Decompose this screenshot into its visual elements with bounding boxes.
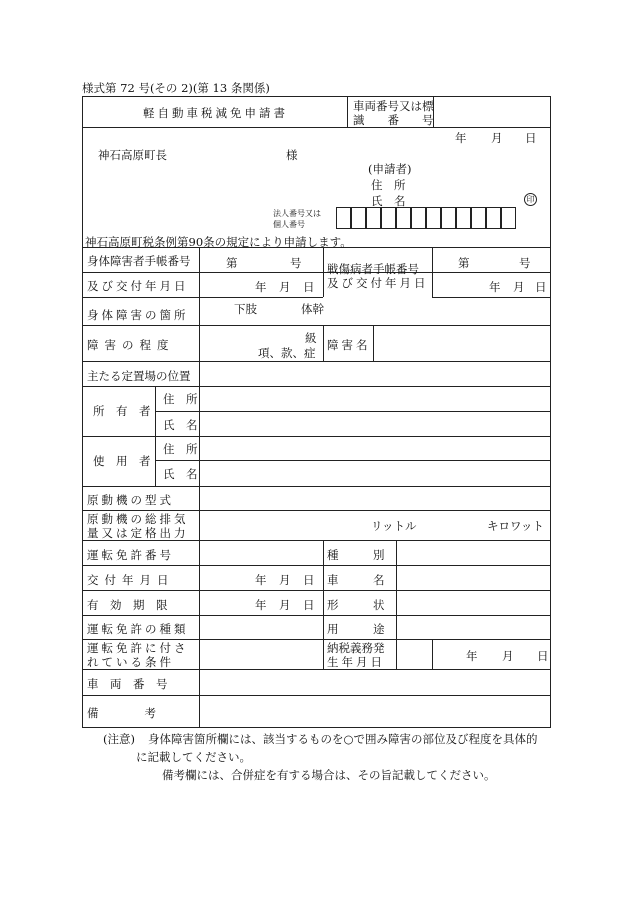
corp-number-digit-box[interactable] xyxy=(396,207,411,229)
corp-number-digit-box[interactable] xyxy=(366,207,381,229)
date-month: 月 xyxy=(491,131,503,145)
seal-icon: 印 xyxy=(524,193,537,206)
tax-month: 月 xyxy=(502,649,514,663)
war-cert-day: 日 xyxy=(535,280,547,294)
war-cert-label-1: 戦傷病者手帳番号 xyxy=(327,262,419,276)
disability-cert-day: 日 xyxy=(303,280,315,294)
corp-number-digit-box[interactable] xyxy=(471,207,486,229)
validity-label: 有 効 期 限 xyxy=(87,598,168,612)
vehicle-number-label-1: 車両番号又は標 xyxy=(353,99,434,113)
addressee: 神石高原町長 xyxy=(98,148,167,162)
war-cert-year: 年 xyxy=(489,280,501,294)
vehicle-number-field[interactable] xyxy=(435,98,549,126)
disability-cert-label-1: 身体障害者手帳番号 xyxy=(87,254,191,268)
applicant-address-label: 住 所 xyxy=(371,178,406,192)
corp-number-digit-box[interactable] xyxy=(426,207,441,229)
user-name-label: 氏 名 xyxy=(163,467,198,481)
owner-label: 所 有 者 xyxy=(93,404,151,418)
disability-name-label: 障害名 xyxy=(327,338,371,352)
notes-line-2: に記載してください。 xyxy=(136,750,251,764)
issue-month: 月 xyxy=(279,573,291,587)
tax-date-label-1: 納税義務発 xyxy=(327,641,385,655)
license-cond-label-2: れている条件 xyxy=(87,655,174,669)
war-cert-go: 号 xyxy=(519,256,531,270)
license-cond-label-1: 運転免許に付さ xyxy=(87,641,189,655)
degree-label: 障害の程度 xyxy=(87,338,175,352)
lower-limb-option[interactable]: 下肢 xyxy=(234,302,257,316)
kind-label: 種 別 xyxy=(327,548,385,562)
form-title: 軽自動車税減免申請書 xyxy=(143,106,288,120)
displacement-label-1: 原動機の総排気 xyxy=(87,512,189,526)
validity-day: 日 xyxy=(303,598,315,612)
remarks-label: 備 考 xyxy=(87,706,156,720)
disability-cert-month: 月 xyxy=(279,280,291,294)
remarks-field[interactable] xyxy=(201,697,549,725)
date-day: 日 xyxy=(525,131,537,145)
tax-year: 年 xyxy=(466,649,478,663)
disability-cert-dai: 第 xyxy=(226,256,238,270)
corp-number-digit-box[interactable] xyxy=(501,207,516,229)
corp-number-digit-box[interactable] xyxy=(441,207,456,229)
storage-location-label: 主たる定置場の位置 xyxy=(87,369,191,383)
disability-cert-go: 号 xyxy=(290,256,302,270)
honorific: 様 xyxy=(286,148,298,162)
tax-day: 日 xyxy=(537,649,549,663)
corp-number-digit-box[interactable] xyxy=(411,207,426,229)
war-cert-dai: 第 xyxy=(458,256,470,270)
corp-number-label-1: 法人番号又は xyxy=(273,209,321,218)
trunk-option[interactable]: 体幹 xyxy=(301,302,324,316)
corp-number-digit-box[interactable] xyxy=(456,207,471,229)
issue-year: 年 xyxy=(255,573,267,587)
storage-location-field[interactable] xyxy=(201,363,549,385)
form-number: 様式第 72 号(その 2)(第 13 条関係) xyxy=(82,81,270,95)
vehicle-name-label: 車 名 xyxy=(327,573,385,587)
vehicle-number-label-2: 識 番 号 xyxy=(353,113,434,127)
user-label: 使 用 者 xyxy=(93,454,151,468)
license-number-label: 運転免許番号 xyxy=(87,548,174,562)
notes-label: (注意) xyxy=(103,732,135,746)
corp-number-label-2: 個人番号 xyxy=(273,220,305,229)
issue-date-label: 交付年月日 xyxy=(87,573,175,587)
vehicle-number-label: 車 両 番 号 xyxy=(87,677,168,691)
owner-address-label: 住 所 xyxy=(163,392,198,406)
notes-line-1: 身体障害箇所欄には、該当するものを○で囲み障害の部位及び程度を具体的 xyxy=(148,732,538,746)
item-clause-label: 項、款、症 xyxy=(258,346,316,360)
corp-number-digit-box[interactable] xyxy=(336,207,351,229)
notes-line-3: 備考欄には、合併症を有する場合は、その旨記載してください。 xyxy=(162,768,496,782)
liter-unit: リットル xyxy=(371,519,417,533)
disability-cert-label-2: 及び交付年月日 xyxy=(87,279,189,293)
applicant-label: (申請者) xyxy=(368,162,412,176)
kilowatt-unit: キロワット xyxy=(487,519,544,533)
grade-label: 級 xyxy=(305,331,317,345)
declaration: 神石高原町税条例第90条の規定により申請します。 xyxy=(85,235,352,249)
applicant-name-label: 氏 名 xyxy=(371,194,406,208)
shape-label: 形 状 xyxy=(327,598,385,612)
engine-type-label: 原動機の型式 xyxy=(87,493,174,507)
war-cert-label-2: 及び交付年月日 xyxy=(327,276,429,290)
validity-month: 月 xyxy=(279,598,291,612)
war-cert-month: 月 xyxy=(513,280,525,294)
corp-number-digit-box[interactable] xyxy=(351,207,366,229)
disability-part-label: 身体障害の箇所 xyxy=(87,308,189,322)
license-type-label: 運転免許の種類 xyxy=(87,622,189,636)
issue-day: 日 xyxy=(303,573,315,587)
disability-cert-year: 年 xyxy=(255,280,267,294)
tax-date-label-2: 生年月日 xyxy=(327,655,385,669)
date-year: 年 xyxy=(455,131,467,145)
application-form xyxy=(82,96,551,728)
corp-number-digit-box[interactable] xyxy=(381,207,396,229)
user-address-label: 住 所 xyxy=(163,442,198,456)
displacement-label-2: 量又は定格出力 xyxy=(87,526,189,540)
corp-number-digit-box[interactable] xyxy=(486,207,501,229)
use-label: 用 途 xyxy=(327,622,385,636)
owner-name-label: 氏 名 xyxy=(163,418,198,432)
validity-year: 年 xyxy=(255,598,267,612)
